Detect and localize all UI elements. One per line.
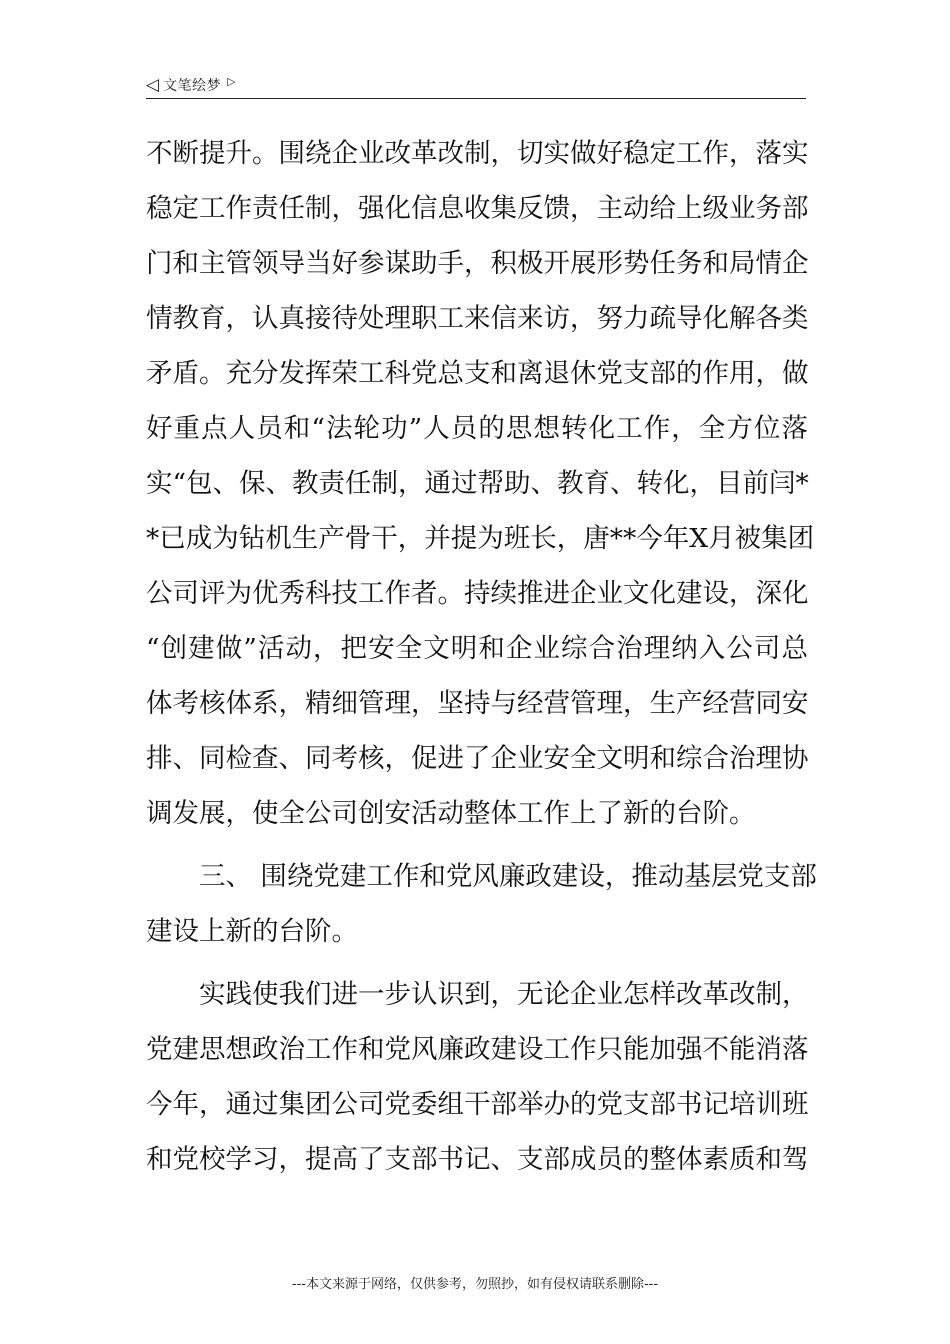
text-line: 情教育，认真接待处理职工来信来访，努力疏导化解各类 <box>146 303 809 334</box>
text-line: 党建思想政治工作和党风廉政建设工作只能加强不能消落 <box>146 1034 809 1065</box>
section-heading: 三、 围绕党建工作和党风廉政建设，推动基层党支部 <box>199 861 817 892</box>
text-line: 好重点人员和“法轮功”人员的思想转化工作，全方位落 <box>146 413 808 444</box>
text-line: 公司评为优秀科技工作者。持续推进企业文化建设，深化 <box>146 578 809 609</box>
text-line: 排、同检查、同考核，促进了企业安全文明和综合治理协 <box>146 743 809 774</box>
right-triangle-icon: ▷ <box>227 74 236 88</box>
text-line: 门和主管领导当好参谋助手，积极开展形势任务和局情企 <box>146 248 809 279</box>
page-header <box>146 72 806 99</box>
header-brand: 文笔绘梦 <box>163 78 222 94</box>
text-line: 实践使我们进一步认识到，无论企业怎样改革改制， <box>199 979 809 1010</box>
text-line: *已成为钻机生产骨干，并提为班长，唐**今年X月被集团 <box>146 523 815 554</box>
footer-disclaimer: ---本文来源于网络，仅供参考，勿照抄，如有侵权请联系删除--- <box>291 1277 659 1292</box>
section-heading-continued: 建设上新的台阶。 <box>146 916 358 947</box>
text-line: 体考核体系，精细管理，坚持与经营管理，生产经营同安 <box>146 688 809 719</box>
text-line: “创建做”活动，把安全文明和企业综合治理纳入公司总 <box>146 633 808 664</box>
left-triangle-icon: ◁ <box>146 74 160 95</box>
text-line: 今年，通过集团公司党委组干部举办的党支部书记培训班 <box>146 1089 809 1120</box>
text-line: 实“包、保、教责任制，通过帮助、教育、转化，目前闫* <box>146 468 809 499</box>
text-line: 不断提升。围绕企业改革改制，切实做好稳定工作，落实 <box>146 138 809 169</box>
document-body <box>146 132 817 1193</box>
text-line: 和党校学习，提高了支部书记、支部成员的整体素质和驾 <box>146 1144 809 1175</box>
text-line: 稳定工作责任制，强化信息收集反馈，主动给上级业务部 <box>146 193 809 224</box>
text-line: 调发展，使全公司创安活动整体工作上了新的台阶。 <box>146 798 756 829</box>
text-line: 矛盾。充分发挥荣工科党总支和离退休党支部的作用，做 <box>146 358 809 389</box>
